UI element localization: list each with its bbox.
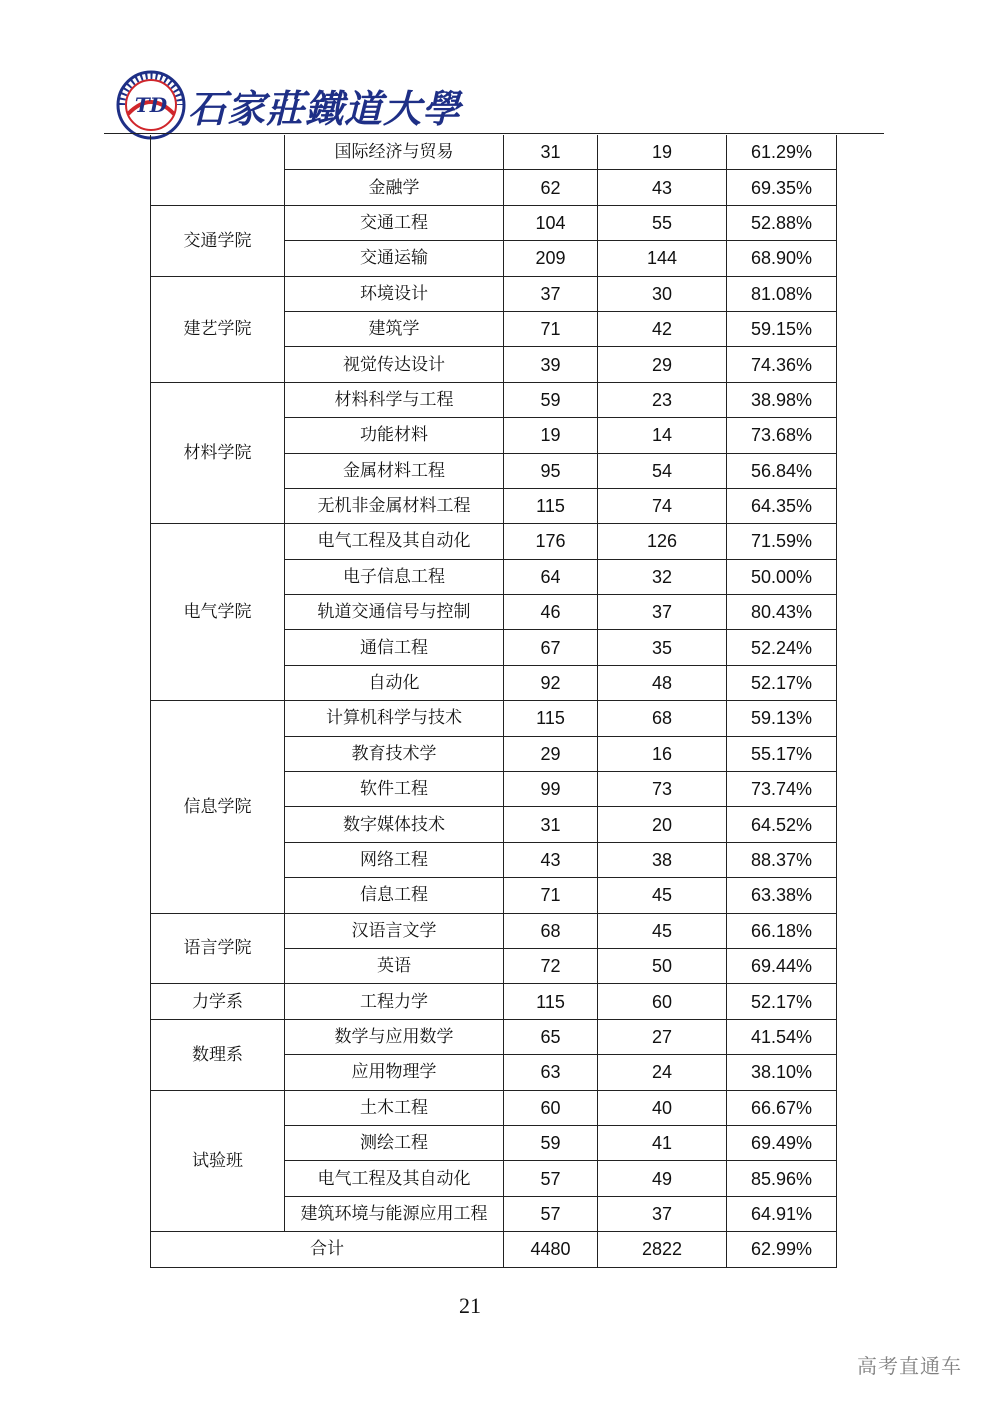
major-cell: 电子信息工程 xyxy=(285,559,504,594)
rate-cell: 68.90% xyxy=(727,241,837,276)
count-b-cell: 48 xyxy=(598,665,727,700)
count-a-cell: 104 xyxy=(504,205,598,240)
table-row xyxy=(151,276,837,311)
count-b-cell: 37 xyxy=(598,595,727,630)
count-a-cell: 67 xyxy=(504,630,598,665)
count-a-cell: 65 xyxy=(504,1019,598,1054)
count-a-cell: 64 xyxy=(504,559,598,594)
rate-cell: 66.18% xyxy=(727,913,837,948)
major-cell: 材料科学与工程 xyxy=(285,382,504,417)
count-b-cell: 27 xyxy=(598,1019,727,1054)
major-cell: 建筑学 xyxy=(285,311,504,346)
count-b-cell: 50 xyxy=(598,948,727,983)
count-a-cell: 57 xyxy=(504,1161,598,1196)
count-b-cell: 14 xyxy=(598,418,727,453)
major-cell: 轨道交通信号与控制 xyxy=(285,595,504,630)
count-b-cell: 16 xyxy=(598,736,727,771)
count-b-cell: 37 xyxy=(598,1196,727,1231)
rate-cell: 64.52% xyxy=(727,807,837,842)
count-b-cell: 54 xyxy=(598,453,727,488)
logo-monogram: TD xyxy=(134,93,168,117)
college-cell: 试验班 xyxy=(151,1090,285,1232)
major-cell: 建筑环境与能源应用工程 xyxy=(285,1196,504,1231)
major-cell: 工程力学 xyxy=(285,984,504,1019)
major-cell: 英语 xyxy=(285,948,504,983)
college-cell: 建艺学院 xyxy=(151,276,285,382)
rate-cell: 64.35% xyxy=(727,488,837,523)
count-a-cell: 46 xyxy=(504,595,598,630)
count-b-cell: 45 xyxy=(598,913,727,948)
rate-cell: 71.59% xyxy=(727,524,837,559)
table-row xyxy=(151,701,837,736)
rate-cell: 52.17% xyxy=(727,665,837,700)
rate-cell: 63.38% xyxy=(727,878,837,913)
count-a-cell: 209 xyxy=(504,241,598,276)
page-number: 21 xyxy=(459,1293,481,1318)
count-a-cell: 95 xyxy=(504,453,598,488)
count-b-cell: 35 xyxy=(598,630,727,665)
count-a-cell: 59 xyxy=(504,382,598,417)
count-a-cell: 92 xyxy=(504,665,598,700)
count-b-cell: 41 xyxy=(598,1125,727,1160)
rate-cell: 88.37% xyxy=(727,842,837,877)
header-divider xyxy=(104,133,884,134)
rate-cell: 38.10% xyxy=(727,1055,837,1090)
count-a-cell: 176 xyxy=(504,524,598,559)
count-b-cell: 40 xyxy=(598,1090,727,1125)
college-cell: 力学系 xyxy=(151,984,285,1019)
count-a-cell: 72 xyxy=(504,948,598,983)
college-cell xyxy=(151,135,285,205)
major-cell: 交通工程 xyxy=(285,205,504,240)
count-a-cell: 31 xyxy=(504,135,598,170)
college-cell: 交通学院 xyxy=(151,205,285,276)
count-b-cell: 74 xyxy=(598,488,727,523)
count-a-cell: 60 xyxy=(504,1090,598,1125)
major-cell: 数学与应用数学 xyxy=(285,1019,504,1054)
count-b-cell: 68 xyxy=(598,701,727,736)
count-a-cell: 63 xyxy=(504,1055,598,1090)
college-cell: 语言学院 xyxy=(151,913,285,984)
watermark-text: 高考直通车 xyxy=(857,1354,962,1378)
count-a-cell: 31 xyxy=(504,807,598,842)
major-cell: 数字媒体技术 xyxy=(285,807,504,842)
count-a-cell: 37 xyxy=(504,276,598,311)
page-header xyxy=(0,0,992,140)
count-b-cell: 19 xyxy=(598,135,727,170)
count-a-cell: 39 xyxy=(504,347,598,382)
table-row xyxy=(151,382,837,417)
major-cell: 金属材料工程 xyxy=(285,453,504,488)
university-logo xyxy=(116,70,186,140)
rate-cell: 66.67% xyxy=(727,1090,837,1125)
rate-cell: 69.49% xyxy=(727,1125,837,1160)
rate-cell: 69.35% xyxy=(727,170,837,205)
major-cell: 土木工程 xyxy=(285,1090,504,1125)
rate-cell: 56.84% xyxy=(727,453,837,488)
count-a-cell: 99 xyxy=(504,772,598,807)
count-b-cell: 23 xyxy=(598,382,727,417)
count-b-cell: 20 xyxy=(598,807,727,842)
table-row xyxy=(151,205,837,240)
count-b-cell: 45 xyxy=(598,878,727,913)
rate-cell: 81.08% xyxy=(727,276,837,311)
college-cell: 数理系 xyxy=(151,1019,285,1090)
count-b-cell: 29 xyxy=(598,347,727,382)
rate-cell: 52.17% xyxy=(727,984,837,1019)
rate-cell: 64.91% xyxy=(727,1196,837,1231)
rate-cell: 61.29% xyxy=(727,135,837,170)
major-cell: 国际经济与贸易 xyxy=(285,135,504,170)
count-b-cell: 32 xyxy=(598,559,727,594)
table-row xyxy=(151,984,837,1019)
count-a-cell: 57 xyxy=(504,1196,598,1231)
major-cell: 信息工程 xyxy=(285,878,504,913)
count-b-cell: 30 xyxy=(598,276,727,311)
rate-cell: 69.44% xyxy=(727,948,837,983)
rate-cell: 85.96% xyxy=(727,1161,837,1196)
rate-cell: 41.54% xyxy=(727,1019,837,1054)
rate-cell: 59.15% xyxy=(727,311,837,346)
count-b-cell: 55 xyxy=(598,205,727,240)
count-b-cell: 144 xyxy=(598,241,727,276)
college-cell: 材料学院 xyxy=(151,382,285,524)
rate-cell: 50.00% xyxy=(727,559,837,594)
count-a-cell: 43 xyxy=(504,842,598,877)
count-a-cell: 68 xyxy=(504,913,598,948)
rate-cell: 73.74% xyxy=(727,772,837,807)
major-cell: 电气工程及其自动化 xyxy=(285,1161,504,1196)
major-cell: 无机非金属材料工程 xyxy=(285,488,504,523)
university-name: 石家莊鐵道大學 xyxy=(188,86,462,131)
major-cell: 测绘工程 xyxy=(285,1125,504,1160)
total-count-a: 4480 xyxy=(504,1232,598,1267)
table-row xyxy=(151,135,837,170)
enrollment-table xyxy=(150,135,837,1268)
major-cell: 电气工程及其自动化 xyxy=(285,524,504,559)
count-b-cell: 42 xyxy=(598,311,727,346)
total-label: 合计 xyxy=(151,1232,504,1267)
rate-cell: 55.17% xyxy=(727,736,837,771)
table-row xyxy=(151,913,837,948)
major-cell: 环境设计 xyxy=(285,276,504,311)
count-b-cell: 126 xyxy=(598,524,727,559)
table-row xyxy=(151,1090,837,1125)
count-a-cell: 115 xyxy=(504,701,598,736)
rate-cell: 80.43% xyxy=(727,595,837,630)
count-a-cell: 19 xyxy=(504,418,598,453)
major-cell: 金融学 xyxy=(285,170,504,205)
college-cell: 信息学院 xyxy=(151,701,285,913)
count-a-cell: 71 xyxy=(504,311,598,346)
count-a-cell: 62 xyxy=(504,170,598,205)
total-row xyxy=(151,1232,837,1267)
major-cell: 汉语言文学 xyxy=(285,913,504,948)
major-cell: 通信工程 xyxy=(285,630,504,665)
rate-cell: 38.98% xyxy=(727,382,837,417)
major-cell: 教育技术学 xyxy=(285,736,504,771)
count-b-cell: 24 xyxy=(598,1055,727,1090)
count-b-cell: 73 xyxy=(598,772,727,807)
count-a-cell: 115 xyxy=(504,984,598,1019)
rate-cell: 74.36% xyxy=(727,347,837,382)
count-a-cell: 115 xyxy=(504,488,598,523)
major-cell: 视觉传达设计 xyxy=(285,347,504,382)
count-b-cell: 43 xyxy=(598,170,727,205)
major-cell: 计算机科学与技术 xyxy=(285,701,504,736)
major-cell: 交通运输 xyxy=(285,241,504,276)
count-a-cell: 29 xyxy=(504,736,598,771)
rate-cell: 73.68% xyxy=(727,418,837,453)
rate-cell: 52.88% xyxy=(727,205,837,240)
major-cell: 软件工程 xyxy=(285,772,504,807)
count-b-cell: 60 xyxy=(598,984,727,1019)
major-cell: 自动化 xyxy=(285,665,504,700)
major-cell: 应用物理学 xyxy=(285,1055,504,1090)
rate-cell: 52.24% xyxy=(727,630,837,665)
college-cell: 电气学院 xyxy=(151,524,285,701)
count-a-cell: 71 xyxy=(504,878,598,913)
total-count-b: 2822 xyxy=(598,1232,727,1267)
count-b-cell: 49 xyxy=(598,1161,727,1196)
rate-cell: 59.13% xyxy=(727,701,837,736)
count-a-cell: 59 xyxy=(504,1125,598,1160)
major-cell: 网络工程 xyxy=(285,842,504,877)
count-b-cell: 38 xyxy=(598,842,727,877)
total-rate: 62.99% xyxy=(727,1232,837,1267)
table-row xyxy=(151,1019,837,1054)
major-cell: 功能材料 xyxy=(285,418,504,453)
table-row xyxy=(151,524,837,559)
